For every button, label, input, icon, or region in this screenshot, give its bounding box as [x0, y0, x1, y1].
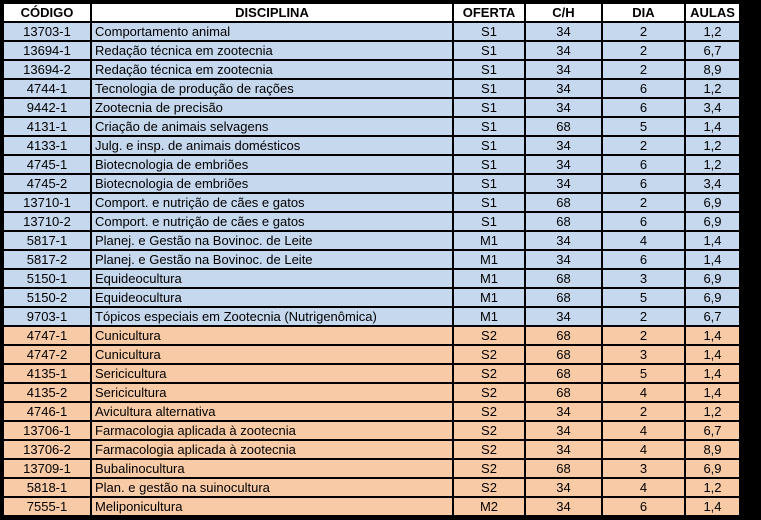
- cell-oferta[interactable]: S2: [454, 460, 524, 477]
- cell-codigo[interactable]: 4745-1: [4, 156, 90, 173]
- cell-codigo[interactable]: 13709-1: [4, 460, 90, 477]
- cell-ch[interactable]: 34: [526, 308, 601, 325]
- cell-dia[interactable]: 3: [603, 270, 684, 287]
- cell-ch[interactable]: 34: [526, 42, 601, 59]
- cell-dia[interactable]: 6: [603, 175, 684, 192]
- cell-disciplina[interactable]: Bubalinocultura: [92, 460, 452, 477]
- cell-ch[interactable]: 34: [526, 23, 601, 40]
- cell-dia[interactable]: 4: [603, 479, 684, 496]
- cell-ch[interactable]: 34: [526, 175, 601, 192]
- cell-oferta[interactable]: S2: [454, 346, 524, 363]
- cell-dia[interactable]: 5: [603, 289, 684, 306]
- cell-disciplina[interactable]: Planej. e Gestão na Bovinoc. de Leite: [92, 251, 452, 268]
- header-row: [4, 4, 739, 21]
- cell-codigo[interactable]: 4744-1: [4, 80, 90, 97]
- cell-dia[interactable]: 5: [603, 365, 684, 382]
- table-row: [4, 156, 739, 173]
- cell-aulas[interactable]: 1,2: [686, 23, 739, 40]
- cell-oferta[interactable]: S1: [454, 80, 524, 97]
- cell-aulas[interactable]: 1,4: [686, 384, 739, 401]
- cell-ch[interactable]: 34: [526, 422, 601, 439]
- header-ch: C/H: [526, 4, 601, 21]
- cell-aulas[interactable]: 1,2: [686, 403, 739, 420]
- table-row: [4, 384, 739, 401]
- cell-codigo[interactable]: 9703-1: [4, 308, 90, 325]
- cell-oferta[interactable]: M1: [454, 232, 524, 249]
- cell-oferta[interactable]: M2: [454, 498, 524, 515]
- cell-ch[interactable]: 34: [526, 441, 601, 458]
- table-row: [4, 346, 739, 363]
- table-row: [4, 213, 739, 230]
- cell-aulas[interactable]: 1,4: [686, 365, 739, 382]
- cell-dia[interactable]: 6: [603, 80, 684, 97]
- cell-codigo[interactable]: 4131-1: [4, 118, 90, 135]
- cell-oferta[interactable]: M1: [454, 289, 524, 306]
- cell-disciplina[interactable]: Equideocultura: [92, 270, 452, 287]
- table-row: [4, 270, 739, 287]
- cell-oferta[interactable]: S1: [454, 213, 524, 230]
- cell-oferta[interactable]: S1: [454, 175, 524, 192]
- cell-codigo[interactable]: 4745-2: [4, 175, 90, 192]
- cell-aulas[interactable]: 6,9: [686, 270, 739, 287]
- cell-aulas[interactable]: 1,4: [686, 232, 739, 249]
- cell-dia[interactable]: 2: [603, 23, 684, 40]
- cell-ch[interactable]: 34: [526, 251, 601, 268]
- table-row: [4, 175, 739, 192]
- cell-oferta[interactable]: S2: [454, 365, 524, 382]
- cell-ch[interactable]: 68: [526, 118, 601, 135]
- cell-oferta[interactable]: S2: [454, 327, 524, 344]
- cell-dia[interactable]: 6: [603, 156, 684, 173]
- header-aulas: AULAS: [686, 4, 739, 21]
- cell-oferta[interactable]: S2: [454, 384, 524, 401]
- cell-dia[interactable]: 2: [603, 137, 684, 154]
- cell-aulas[interactable]: 8,9: [686, 61, 739, 78]
- cell-disciplina[interactable]: Sericicultura: [92, 365, 452, 382]
- cell-disciplina[interactable]: Avicultura alternativa: [92, 403, 452, 420]
- cell-codigo[interactable]: 13706-1: [4, 422, 90, 439]
- header-codigo: CÓDIGO: [4, 4, 90, 21]
- cell-dia[interactable]: 3: [603, 346, 684, 363]
- cell-oferta[interactable]: S1: [454, 42, 524, 59]
- table-row: [4, 61, 739, 78]
- cell-disciplina[interactable]: Julg. e insp. de animais domésticos: [92, 137, 452, 154]
- header-oferta: OFERTA: [454, 4, 524, 21]
- cell-ch[interactable]: 34: [526, 498, 601, 515]
- cell-ch[interactable]: 68: [526, 213, 601, 230]
- cell-dia[interactable]: 4: [603, 441, 684, 458]
- table-row: [4, 365, 739, 382]
- cell-aulas[interactable]: 1,4: [686, 251, 739, 268]
- cell-oferta[interactable]: S1: [454, 23, 524, 40]
- cell-aulas[interactable]: 1,2: [686, 479, 739, 496]
- cell-disciplina[interactable]: Cunicultura: [92, 327, 452, 344]
- cell-oferta[interactable]: S1: [454, 194, 524, 211]
- cell-dia[interactable]: 2: [603, 194, 684, 211]
- cell-oferta[interactable]: S1: [454, 156, 524, 173]
- cell-codigo[interactable]: 7555-1: [4, 498, 90, 515]
- table-row: [4, 194, 739, 211]
- cell-codigo[interactable]: 4135-2: [4, 384, 90, 401]
- cell-disciplina[interactable]: Biotecnologia de embriões: [92, 156, 452, 173]
- cell-codigo[interactable]: 4747-2: [4, 346, 90, 363]
- table-row: [4, 441, 739, 458]
- table-row: [4, 460, 739, 477]
- cell-oferta[interactable]: S2: [454, 422, 524, 439]
- cell-ch[interactable]: 68: [526, 384, 601, 401]
- table-body: [4, 23, 739, 515]
- cell-codigo[interactable]: 5150-2: [4, 289, 90, 306]
- cell-codigo[interactable]: 5817-1: [4, 232, 90, 249]
- cell-disciplina[interactable]: Tópicos especiais em Zootecnia (Nutrigenômica): [92, 308, 452, 325]
- table-row: [4, 232, 739, 249]
- cell-dia[interactable]: 6: [603, 99, 684, 116]
- cell-aulas[interactable]: 6,9: [686, 289, 739, 306]
- table-row: [4, 498, 739, 515]
- cell-dia[interactable]: 5: [603, 118, 684, 135]
- cell-oferta[interactable]: M1: [454, 251, 524, 268]
- cell-aulas[interactable]: 1,2: [686, 137, 739, 154]
- cell-dia[interactable]: 4: [603, 384, 684, 401]
- cell-codigo[interactable]: 5818-1: [4, 479, 90, 496]
- table-row: [4, 289, 739, 306]
- cell-ch[interactable]: 34: [526, 479, 601, 496]
- cell-ch[interactable]: 34: [526, 232, 601, 249]
- cell-dia[interactable]: 4: [603, 422, 684, 439]
- cell-codigo[interactable]: 5817-2: [4, 251, 90, 268]
- cell-disciplina[interactable]: Criação de animais selvagens: [92, 118, 452, 135]
- cell-dia[interactable]: 2: [603, 308, 684, 325]
- cell-disciplina[interactable]: Planej. e Gestão na Bovinoc. de Leite: [92, 232, 452, 249]
- cell-ch[interactable]: 34: [526, 156, 601, 173]
- cell-aulas[interactable]: 8,9: [686, 441, 739, 458]
- header-disciplina: DISCIPLINA: [92, 4, 452, 21]
- cell-disciplina[interactable]: Cunicultura: [92, 346, 452, 363]
- cell-dia[interactable]: 2: [603, 403, 684, 420]
- cell-ch[interactable]: 68: [526, 346, 601, 363]
- cell-aulas[interactable]: 1,2: [686, 156, 739, 173]
- table-row: [4, 422, 739, 439]
- cell-codigo[interactable]: 4135-1: [4, 365, 90, 382]
- cell-aulas[interactable]: 6,7: [686, 422, 739, 439]
- cell-disciplina[interactable]: Farmacologia aplicada à zootecnia: [92, 441, 452, 458]
- cell-aulas[interactable]: 6,9: [686, 194, 739, 211]
- cell-oferta[interactable]: M1: [454, 270, 524, 287]
- cell-codigo[interactable]: 4133-1: [4, 137, 90, 154]
- cell-disciplina[interactable]: Farmacologia aplicada à zootecnia: [92, 422, 452, 439]
- table-row: [4, 479, 739, 496]
- table-row: [4, 251, 739, 268]
- cell-aulas[interactable]: 6,9: [686, 213, 739, 230]
- cell-disciplina[interactable]: Redação técnica em zootecnia: [92, 61, 452, 78]
- cell-oferta[interactable]: S2: [454, 403, 524, 420]
- cell-ch[interactable]: 68: [526, 460, 601, 477]
- table-row: [4, 23, 739, 40]
- cell-codigo[interactable]: 13710-2: [4, 213, 90, 230]
- cell-dia[interactable]: 2: [603, 327, 684, 344]
- cell-dia[interactable]: 2: [603, 61, 684, 78]
- cell-codigo[interactable]: 13706-2: [4, 441, 90, 458]
- cell-dia[interactable]: 2: [603, 42, 684, 59]
- cell-oferta[interactable]: S1: [454, 118, 524, 135]
- cell-aulas[interactable]: 6,7: [686, 308, 739, 325]
- cell-disciplina[interactable]: Plan. e gestão na suinocultura: [92, 479, 452, 496]
- cell-oferta[interactable]: M1: [454, 308, 524, 325]
- cell-dia[interactable]: 6: [603, 213, 684, 230]
- cell-codigo[interactable]: 13694-2: [4, 61, 90, 78]
- cell-ch[interactable]: 34: [526, 137, 601, 154]
- cell-codigo[interactable]: 13710-1: [4, 194, 90, 211]
- table-row: [4, 327, 739, 344]
- cell-aulas[interactable]: 3,4: [686, 99, 739, 116]
- cell-ch[interactable]: 34: [526, 61, 601, 78]
- table-row: [4, 137, 739, 154]
- cell-aulas[interactable]: 1,4: [686, 118, 739, 135]
- cell-disciplina[interactable]: Sericicultura: [92, 384, 452, 401]
- cell-aulas[interactable]: 6,9: [686, 460, 739, 477]
- cell-oferta[interactable]: S1: [454, 137, 524, 154]
- cell-disciplina[interactable]: Comport. e nutrição de cães e gatos: [92, 213, 452, 230]
- cell-ch[interactable]: 68: [526, 270, 601, 287]
- cell-ch[interactable]: 68: [526, 194, 601, 211]
- table-row: [4, 42, 739, 59]
- cell-dia[interactable]: 4: [603, 232, 684, 249]
- cell-ch[interactable]: 34: [526, 403, 601, 420]
- cell-disciplina[interactable]: Comportamento animal: [92, 23, 452, 40]
- cell-ch[interactable]: 34: [526, 99, 601, 116]
- cell-aulas[interactable]: 6,7: [686, 42, 739, 59]
- cell-codigo[interactable]: 13694-1: [4, 42, 90, 59]
- cell-disciplina[interactable]: Redação técnica em zootecnia: [92, 42, 452, 59]
- cell-ch[interactable]: 68: [526, 327, 601, 344]
- cell-oferta[interactable]: S1: [454, 99, 524, 116]
- cell-aulas[interactable]: 1,2: [686, 80, 739, 97]
- cell-disciplina[interactable]: Equideocultura: [92, 289, 452, 306]
- cell-aulas[interactable]: 3,4: [686, 175, 739, 192]
- table-row: [4, 403, 739, 420]
- cell-aulas[interactable]: 1,4: [686, 346, 739, 363]
- table-row: [4, 308, 739, 325]
- cell-ch[interactable]: 68: [526, 365, 601, 382]
- cell-ch[interactable]: 68: [526, 289, 601, 306]
- cell-oferta[interactable]: S1: [454, 61, 524, 78]
- table-row: [4, 99, 739, 116]
- cell-aulas[interactable]: 1,4: [686, 498, 739, 515]
- cell-codigo[interactable]: 4747-1: [4, 327, 90, 344]
- cell-dia[interactable]: 6: [603, 251, 684, 268]
- course-table: [2, 2, 741, 517]
- cell-codigo[interactable]: 5150-1: [4, 270, 90, 287]
- cell-oferta[interactable]: S2: [454, 479, 524, 496]
- cell-aulas[interactable]: 1,4: [686, 327, 739, 344]
- cell-codigo[interactable]: 4746-1: [4, 403, 90, 420]
- cell-disciplina[interactable]: Tecnologia de produção de rações: [92, 80, 452, 97]
- cell-oferta[interactable]: S2: [454, 441, 524, 458]
- cell-codigo[interactable]: 9442-1: [4, 99, 90, 116]
- cell-disciplina[interactable]: Comport. e nutrição de cães e gatos: [92, 194, 452, 211]
- cell-disciplina[interactable]: Meliponicultura: [92, 498, 452, 515]
- cell-dia[interactable]: 6: [603, 498, 684, 515]
- header-dia: DIA: [603, 4, 684, 21]
- cell-disciplina[interactable]: Zootecnia de precisão: [92, 99, 452, 116]
- table-row: [4, 80, 739, 97]
- cell-dia[interactable]: 3: [603, 460, 684, 477]
- cell-ch[interactable]: 34: [526, 80, 601, 97]
- cell-codigo[interactable]: 13703-1: [4, 23, 90, 40]
- table-row: [4, 118, 739, 135]
- cell-disciplina[interactable]: Biotecnologia de embriões: [92, 175, 452, 192]
